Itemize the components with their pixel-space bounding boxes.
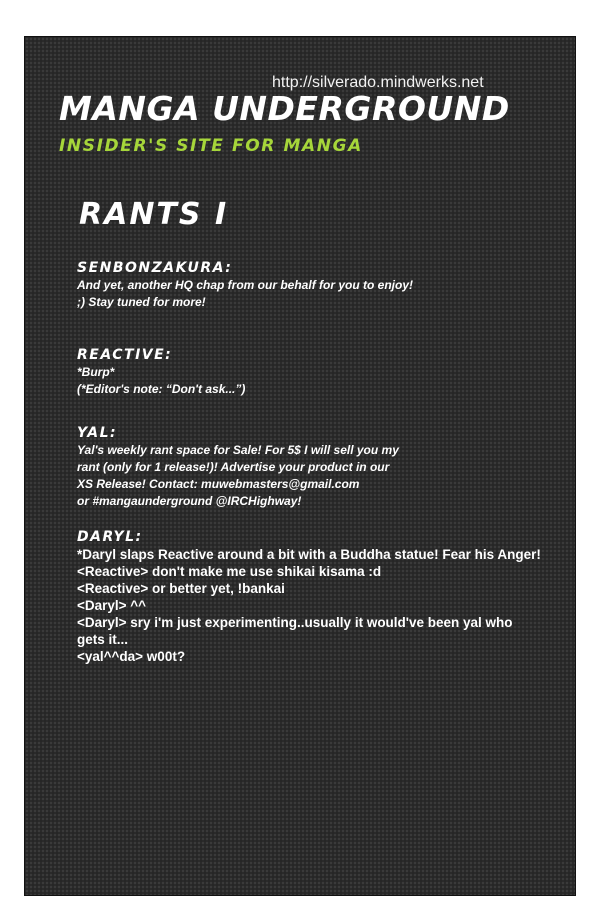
rant-line: *Burp* (77, 365, 115, 379)
site-tagline: INSIDER'S SITE FOR MANGA (59, 136, 363, 156)
rant-line: <Reactive> don't make me use shikai kisama :d (77, 564, 382, 579)
rant-line: <Daryl> sry i'm just experimenting..usually it would've been yal who (77, 615, 513, 630)
rant-line: ;) Stay tuned for more! (77, 295, 206, 309)
page-title: RANTS I (79, 197, 229, 232)
page-panel (25, 37, 575, 895)
rant-daryl (77, 528, 573, 665)
rant-line: rant (only for 1 release!)! Advertise your product in our (77, 460, 390, 474)
rant-yal (77, 424, 573, 510)
rant-line: <yal^^da> w00t? (77, 649, 186, 664)
rant-line: or #mangaunderground @IRCHighway! (77, 494, 302, 508)
rant-line: XS Release! Contact: muwebmasters@gmail.com (77, 477, 360, 491)
site-url: http://silverado.mindwerks.net (272, 74, 484, 91)
rant-line: And yet, another HQ chap from our behalf for you to enjoy! (77, 278, 414, 292)
rant-line: <Daryl> ^^ (77, 598, 147, 613)
rant-author: DARYL: (77, 529, 143, 545)
rant-author: SENBONZAKURA: (77, 260, 233, 276)
rant-line: Yal's weekly rant space for Sale! For 5$ I will sell you my (77, 443, 399, 457)
rant-line: gets it... (77, 632, 129, 647)
rant-line: (*Editor's note: “Don't ask...”) (77, 382, 246, 396)
rant-reactive (77, 346, 573, 398)
rant-senbonzakura (77, 259, 573, 311)
rant-line: <Reactive> or better yet, !bankai (77, 581, 285, 596)
rant-author: REACTIVE: (77, 347, 173, 363)
site-brand: MANGA UNDERGROUND (59, 89, 510, 128)
rant-line: *Daryl slaps Reactive around a bit with a Buddha statue! Fear his Anger! (77, 547, 541, 562)
rant-author: YAL: (77, 425, 118, 441)
